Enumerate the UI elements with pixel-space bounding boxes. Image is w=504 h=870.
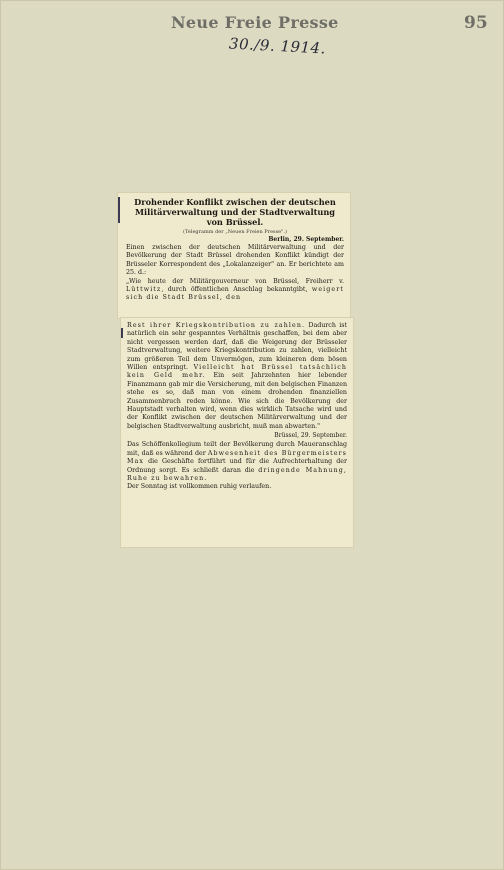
paragraph-5: Der Sonntag ist vollkommen ruhig verlaufen. xyxy=(127,483,272,491)
paragraph-3-spaced-1: Rest ihrer Kriegskontribution zu zahlen. xyxy=(127,322,306,329)
paragraph-3-text-b: Ein seit Jahrzehnten hier lebender Finanzmann gab mir die Versicherung, mit den belgischen Finanzen stehe es so, daß man von einem drohenden finanziellen Zusammenbruch reden könne. Wie sich die Bevölkerung der Hauptstadt verhalten wird, wenn dies wirklich Tatsache wird und der Konflikt zwischen der deutschen Militärverwaltung und der belgischen Stadtverwaltung ausbricht, muß man abwarten." xyxy=(127,372,347,430)
headline-line-1: Drohender Konflikt zwischen der deutschen xyxy=(134,197,336,207)
paragraph-4-text-a: Das Schöffenkollegium teilt der Bevölkerung durch Maueranschlag mit, daß es während der xyxy=(127,441,347,457)
telegram-credit: (Telegramm der „Neuen Freien Presse".) xyxy=(183,229,287,235)
paragraph-2-spaced-2: weigert sich die Stadt Brüssel, den xyxy=(126,286,344,302)
paragraph-3-spaced-2: Vielleicht hat Brüssel tatsächlich kein Geld mehr. xyxy=(127,364,347,380)
paragraph-4-spaced-2: dringende Mahnung, Ruhe zu bewahren. xyxy=(127,466,347,482)
paragraph-1: Einen zwischen der deutschen Militärverwaltung und der Bevölkerung der Stadt Brüssel drohenden Konflikt kündigt der Brüsseler Korrespondent des „Lokalanzeiger" an. Er berichtete am 25. d.: xyxy=(126,244,344,277)
paragraph-4-text-b: die Geschäfte fortführt und für die Aufrechterhaltung der Ordnung sorgt. Es schließt daran die xyxy=(127,458,347,474)
margin-mark xyxy=(118,197,120,223)
handwritten-date: 30./9. 1914. xyxy=(228,34,327,58)
paragraph-2 xyxy=(126,278,344,303)
paragraph-4-spaced-1: Abwesenheit des Bürgermeisters Max xyxy=(127,449,347,466)
margin-mark-2 xyxy=(121,328,123,338)
paragraph-4 xyxy=(127,441,347,483)
dateline-berlin: Berlin, 29. September. xyxy=(268,236,344,243)
paragraph-2-text-b: , durch öffentlichen Anschlag bekanntgibt, xyxy=(161,286,312,294)
paragraph-3 xyxy=(127,322,347,431)
clipping-bottom xyxy=(121,318,353,547)
page-number: 95 xyxy=(464,13,488,33)
clipping-top xyxy=(118,193,350,318)
paragraph-2-text-a: „Wie heute der Militärgouverneur von Brüssel, Freiherr v. xyxy=(126,277,344,285)
headline-line-2: Militärverwaltung und der Stadtverwaltung xyxy=(134,207,336,217)
paragraph-3-text-a: Dadurch ist natürlich ein sehr gespanntes Verhältnis geschaffen, bei dem aber nicht vergessen werden darf, daß die Weigerung der Brüsseler Stadtverwaltung, weitere Kriegskontribution zu zahlen, vielleicht zum größeren Teil dem Unvermögen, zum kleineren dem bösen Willen entspringt. xyxy=(127,322,347,372)
headline-line-3: von Brüssel. xyxy=(206,217,264,227)
dateline-brussels: Brüssel, 29. September. xyxy=(274,432,347,440)
paragraph-2-spaced-1: Lüttwitz xyxy=(126,286,162,294)
newspaper-title: Neue Freie Presse xyxy=(171,13,339,32)
